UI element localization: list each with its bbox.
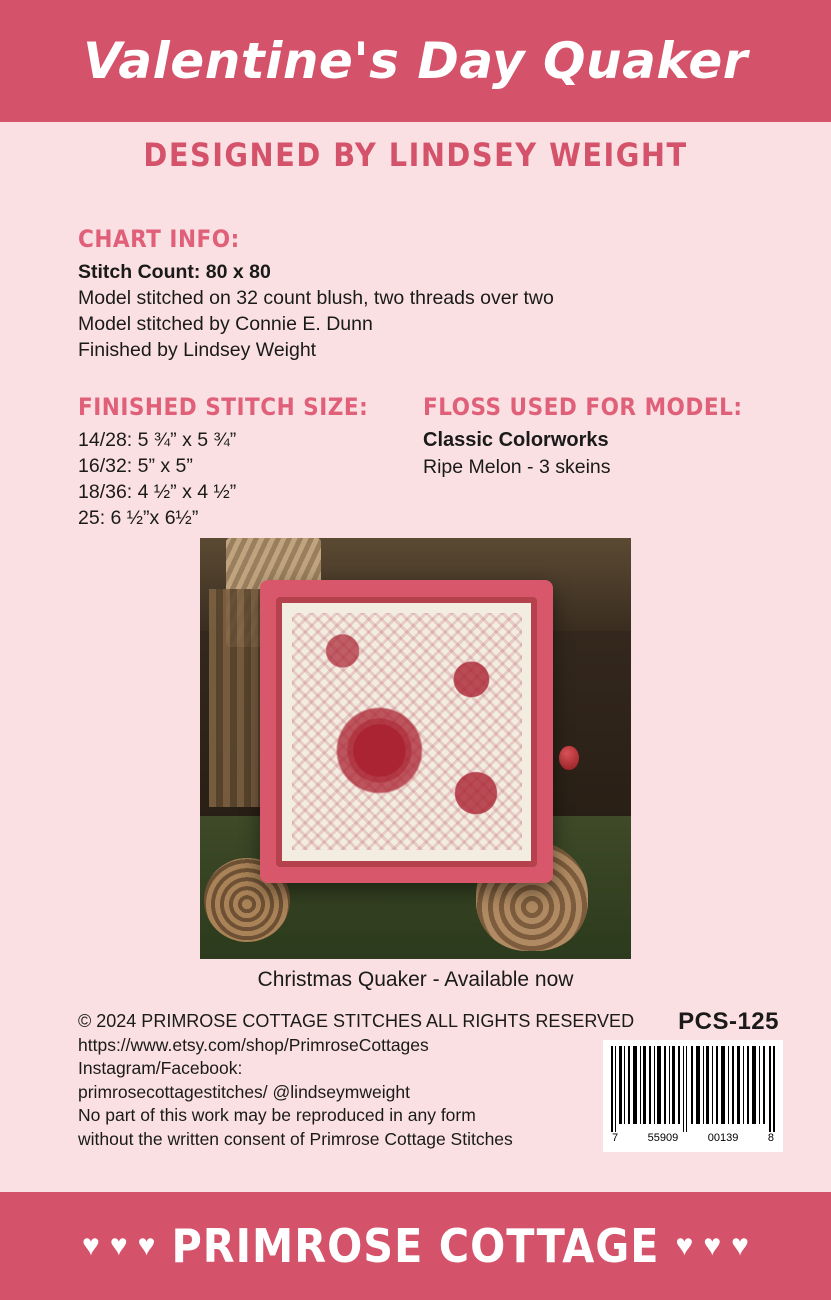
size-line: 14/28: 5 ¾” x 5 ¾”: [78, 429, 237, 451]
header-band: [0, 0, 831, 122]
barcode-left-digit: 7: [612, 1132, 619, 1144]
barcode-group-1: 55909: [647, 1132, 679, 1144]
finished-size-section: [78, 393, 368, 531]
chart-info-line: Model stitched by Connie E. Dunn: [78, 313, 373, 335]
barcode-right-digit: 8: [767, 1132, 774, 1144]
finished-size-lines: [78, 427, 368, 531]
shop-url[interactable]: https://www.etsy.com/shop/PrimroseCottages: [78, 1034, 429, 1055]
berry-icon: [559, 746, 578, 770]
brand-name: PRIMROSE COTTAGE: [171, 1219, 660, 1273]
chart-info-line: Finished by Lindsey Weight: [78, 339, 317, 361]
size-line: 16/32: 5” x 5”: [78, 455, 193, 477]
floss-lines: [423, 427, 743, 481]
chart-info-line: Model stitched on 32 count blush, two threads over two: [78, 287, 554, 309]
heart-icon: ♥: [82, 1229, 100, 1262]
product-code: PCS-125: [678, 1008, 779, 1035]
footer-band: [0, 1192, 831, 1300]
chart-info-heading: CHART INFO:: [78, 225, 240, 253]
size-line: 25: 6 ½”x 6½”: [78, 507, 199, 529]
barcode: [603, 1040, 783, 1152]
photo-caption: Christmas Quaker - Available now: [257, 968, 574, 991]
reproduction-notice: without the written consent of Primrose Cottage Stitches: [78, 1128, 513, 1149]
heart-icon: ♥: [703, 1229, 722, 1262]
heart-icon: ♥: [109, 1229, 128, 1262]
finished-pillow-photo: [200, 538, 631, 959]
stitched-pillow: [260, 580, 553, 883]
heart-icon: ♥: [137, 1229, 156, 1262]
reproduction-notice: No part of this work may be reproduced in any form: [78, 1105, 476, 1125]
legal-block: [78, 1010, 658, 1151]
social-label: Instagram/Facebook:: [78, 1058, 243, 1078]
chart-info-section: [78, 225, 554, 363]
designer-subtitle: DESIGNED BY LINDSEY WEIGHT: [143, 136, 688, 174]
floss-section: [423, 393, 743, 481]
floss-color: Ripe Melon - 3 skeins: [423, 456, 611, 478]
heart-icon: ♥: [675, 1229, 694, 1262]
floss-heading: FLOSS USED FOR MODEL:: [423, 393, 743, 421]
footer-hearts-left: [82, 1231, 155, 1261]
floss-brand: Classic Colorworks: [423, 429, 609, 451]
chart-info-lines: [78, 259, 554, 363]
social-handles[interactable]: primrosecottagestitches/ @lindseymweight: [78, 1081, 410, 1102]
barcode-group-2: 00139: [707, 1132, 739, 1144]
footer-hearts-right: [676, 1231, 749, 1261]
stitch-count-line: Stitch Count: 80 x 80: [78, 261, 271, 283]
copyright-line: © 2024 PRIMROSE COTTAGE STITCHES ALL RIGHTS RESERVED: [78, 1011, 635, 1031]
barcode-digits: [611, 1132, 775, 1144]
heart-icon: ♥: [731, 1229, 749, 1262]
barcode-bars: [611, 1046, 775, 1132]
page-title: Valentine's Day Quaker: [83, 32, 748, 90]
finished-size-heading: FINISHED STITCH SIZE:: [78, 393, 369, 421]
size-line: 18/36: 4 ½” x 4 ½”: [78, 481, 237, 503]
pillow-stitched-border: [276, 597, 537, 867]
